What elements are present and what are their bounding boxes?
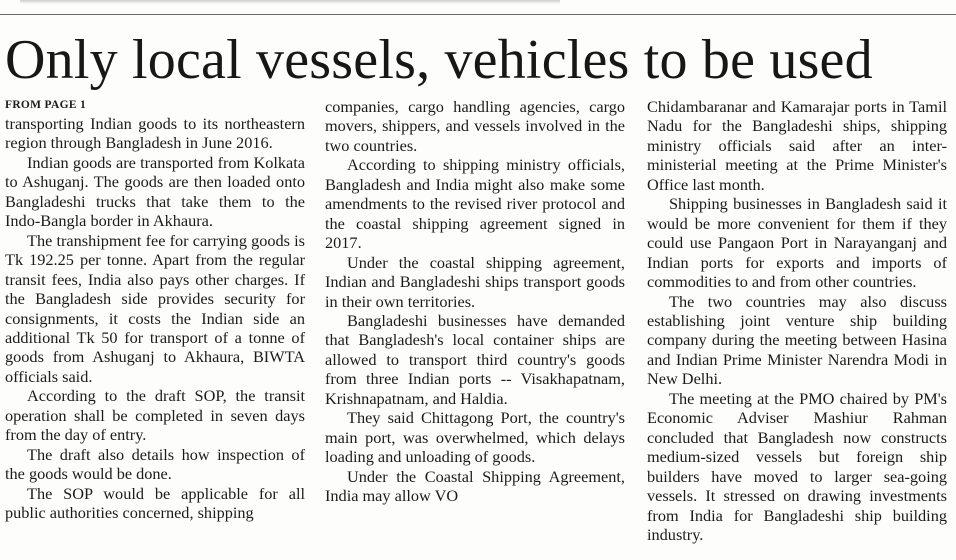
paragraph: Indian goods are transported from Kolkata to Ashuganj. The goods are then loaded onto Bangladeshi trucks that take them to the Indo-Bangla border in Akhaura. <box>5 152 305 231</box>
paragraph: Shipping businesses in Bangladesh said it would be more convenient for them if they could use Pangaon Port in Narayanganj and Indian ports for exports and imports of commodities to and from other countries. <box>647 194 947 292</box>
paragraph: The transhipment fee for carrying goods is Tk 192.25 per tonne. Apart from the regular transit fees, India also pays other charges. If the Bangladesh side provides security for consignments, it costs the Indian side an additional Tk 50 for transport of a tonne of goods from Ashuganj to Akhaura, BIWTA officials said. <box>5 230 305 386</box>
paragraph: The meeting at the PMO chaired by PM's Economic Adviser Mashiur Rahman concluded that Bangladesh now constructs medium-sized vessels but foreign ship builders have moved to larger sea-going vessels. It stressed on drawing investments from India for Bangladeshi ship building industry. <box>647 388 947 544</box>
paragraph: The two countries may also discuss establishing joint venture ship building company during the meeting between Hasina and Indian Prime Minister Narendra Modi in New Delhi. <box>647 291 947 389</box>
paragraph: companies, cargo handling agencies, cargo movers, shippers, and vessels involved in the two countries. <box>325 97 625 155</box>
paragraph: Bangladeshi businesses have demanded that Bangladesh's local container ships are allowed to transport third country's goods from three Indian ports -- Visakhapatnam, Krishnapatnam, and Haldia. <box>325 310 625 408</box>
article-column-2 <box>325 97 625 506</box>
article-column-3 <box>647 97 947 544</box>
paragraph: Under the coastal shipping agreement, Indian and Bangladeshi ships transport goods in their own territories. <box>325 252 625 311</box>
kicker: FROM PAGE 1 <box>5 99 87 111</box>
paragraph: They said Chittagong Port, the country's main port, was overwhelmed, which delays loading and unloading of goods. <box>325 408 625 467</box>
paragraph: transporting Indian goods to its northeastern region through Bangladesh in June 2016. <box>5 114 305 153</box>
paragraph: According to the draft SOP, the transit operation shall be completed in seven days from the day of entry. <box>5 386 305 445</box>
paragraph: Under the Coastal Shipping Agreement, India may allow VO <box>325 466 625 506</box>
paragraph: The SOP would be applicable for all public authorities concerned, shipping <box>5 483 305 523</box>
paragraph: According to shipping ministry officials, Bangladesh and India might also make some amendments to the revised river protocol and the coastal shipping agreement signed in 2017. <box>325 155 625 253</box>
headline: Only local vessels, vehicles to be used <box>5 29 873 91</box>
previous-article-edge <box>20 0 560 4</box>
article-column-1 <box>5 97 305 523</box>
headline-divider <box>0 14 956 15</box>
paragraph: Chidambaranar and Kamarajar ports in Tamil Nadu for the Bangladeshi ships, shipping ministry officials said after an inter-ministerial meeting at the Prime Minister's Office last month. <box>647 97 947 194</box>
paragraph: The draft also details how inspection of the goods would be done. <box>5 444 305 484</box>
